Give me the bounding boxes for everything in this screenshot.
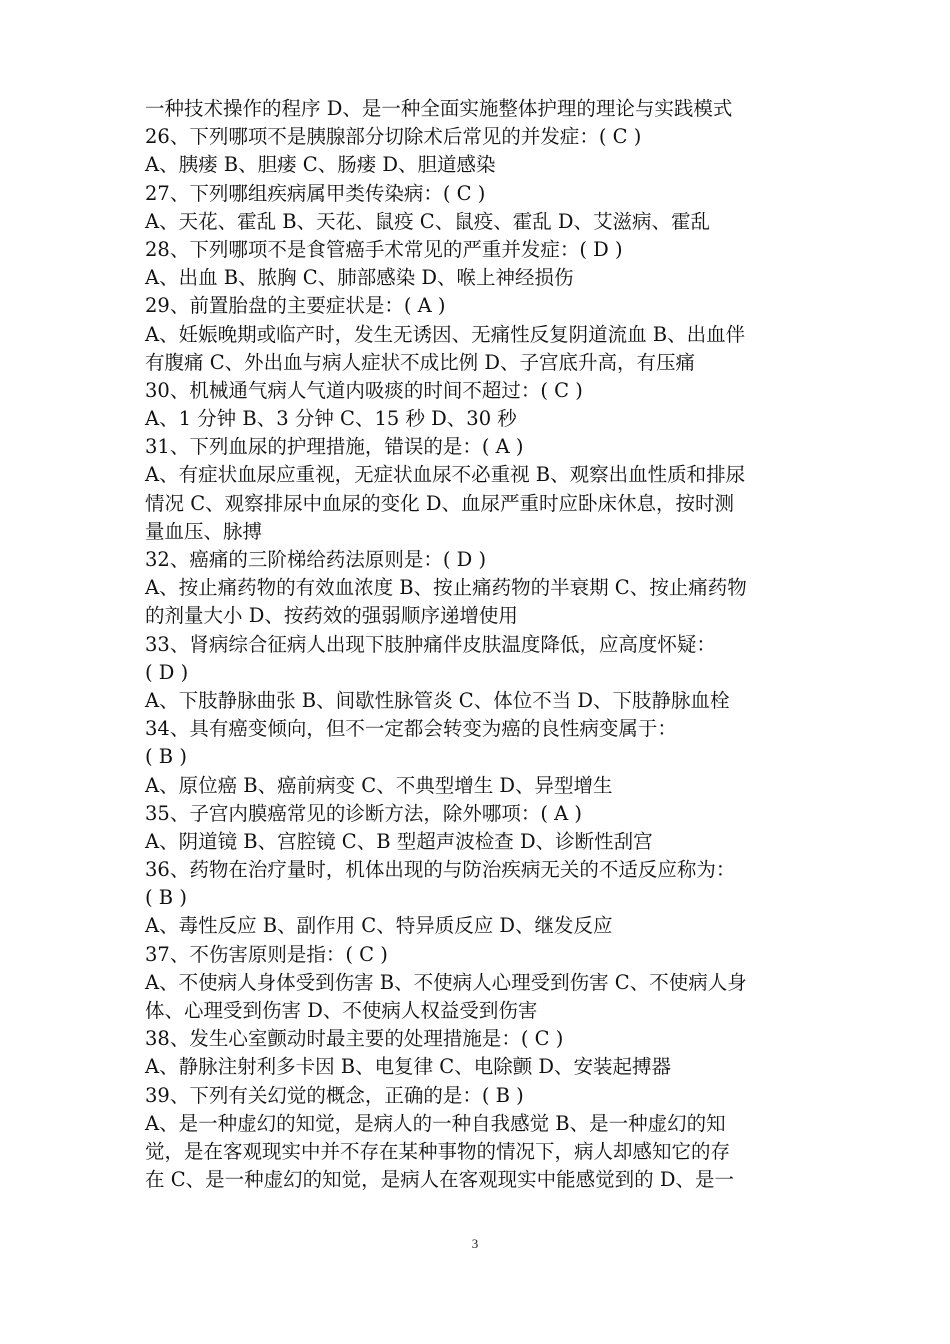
text-line: 37、不伤害原则是指：( C ) xyxy=(145,942,388,966)
text-line: 26、下列哪项不是胰腺部分切除术后常见的并发症：( C ) xyxy=(145,125,642,149)
text-line: 34、具有癌变倾向，但不一定都会转变为癌的良性病变属于： xyxy=(145,717,677,741)
document-body xyxy=(145,95,815,1194)
text-line: A、妊娠晚期或临产时，发生无诱因、无痛性反复阴道流血 B、出血伴 xyxy=(145,322,746,346)
text-line: ( D ) xyxy=(145,660,189,684)
text-line: 27、下列哪组疾病属甲类传染病：( C ) xyxy=(145,181,486,205)
text-line: 觉，是在客观现实中并不存在某种事物的情况下，病人却感知它的存 xyxy=(145,1139,731,1163)
text-line: A、静脉注射利多卡因 B、电复律 C、电除颤 D、安装起搏器 xyxy=(145,1055,672,1079)
text-line: ( B ) xyxy=(145,745,187,769)
text-line: 39、下列有关幻觉的概念，正确的是：( B ) xyxy=(145,1083,524,1107)
text-line: A、阴道镜 B、宫腔镜 C、B 型超声波检查 D、诊断性刮宫 xyxy=(145,829,653,853)
text-line: 30、机械通气病人气道内吸痰的时间不超过：( C ) xyxy=(145,378,583,402)
text-line: 28、下列哪项不是食管癌手术常见的严重并发症：( D ) xyxy=(145,237,623,261)
text-line: A、是一种虚幻的知觉，是病人的一种自我感觉 B、是一种虚幻的知 xyxy=(145,1111,726,1135)
text-line: 体、心理受到伤害 D、不使病人权益受到伤害 xyxy=(145,999,538,1022)
text-line: 的剂量大小 D、按药效的强弱顺序递增使用 xyxy=(145,604,518,628)
text-line: 情况 C、观察排尿中血尿的变化 D、血尿严重时应卧床休息，按时测 xyxy=(145,491,734,515)
text-line: A、下肢静脉曲张 B、间歇性脉管炎 C、体位不当 D、下肢静脉血栓 xyxy=(145,688,730,712)
text-line: 一种技术操作的程序 D、是一种全面实施整体护理的理论与实践模式 xyxy=(145,97,733,120)
text-line: 36、药物在治疗量时，机体出现的与防治疾病无关的不适反应称为： xyxy=(145,858,736,882)
text-line: 32、癌痛的三阶梯给药法原则是：( D ) xyxy=(145,548,487,571)
page-number: 3 xyxy=(471,1236,479,1251)
text-line: 33、肾病综合征病人出现下肢肿痛伴皮肤温度降低，应高度怀疑： xyxy=(145,632,716,656)
text-line: ( B ) xyxy=(145,886,187,910)
text-line: 29、前置胎盘的主要症状是：( A ) xyxy=(145,294,446,318)
text-line: 量血压、脉搏 xyxy=(145,519,263,543)
text-line: A、出血 B、脓胸 C、肺部感染 D、喉上神经损伤 xyxy=(145,266,574,290)
text-line: 有腹痛 C、外出血与病人症状不成比例 D、子宫底升高，有压痛 xyxy=(145,350,695,374)
text-line: 在 C、是一种虚幻的知觉，是病人在客观现实中能感觉到的 D、是一 xyxy=(145,1168,734,1192)
text-line: A、胰瘘 B、胆瘘 C、肠瘘 D、胆道感染 xyxy=(145,153,496,177)
text-line: A、有症状血尿应重视，无症状血尿不必重视 B、观察出血性质和排尿 xyxy=(145,463,746,487)
text-line: A、毒性反应 B、副作用 C、特异质反应 D、继发反应 xyxy=(145,914,613,938)
text-line: 35、子宫内膜癌常见的诊断方法，除外哪项：( A ) xyxy=(145,801,583,825)
text-line: A、1 分钟 B、3 分钟 C、15 秒 D、30 秒 xyxy=(145,407,517,431)
text-line: A、天花、霍乱 B、天花、鼠疫 C、鼠疫、霍乱 D、艾滋病、霍乱 xyxy=(145,209,711,233)
text-line: 38、发生心室颤动时最主要的处理措施是：( C ) xyxy=(145,1027,564,1051)
text-line: A、原位癌 B、癌前病变 C、不典型增生 D、异型增生 xyxy=(145,773,613,797)
text-line: A、不使病人身体受到伤害 B、不使病人心理受到伤害 C、不使病人身 xyxy=(145,970,747,994)
text-line: A、按止痛药物的有效血浓度 B、按止痛药物的半衰期 C、按止痛药物 xyxy=(145,576,747,600)
text-line: 31、下列血尿的护理措施，错误的是：( A ) xyxy=(145,435,524,459)
